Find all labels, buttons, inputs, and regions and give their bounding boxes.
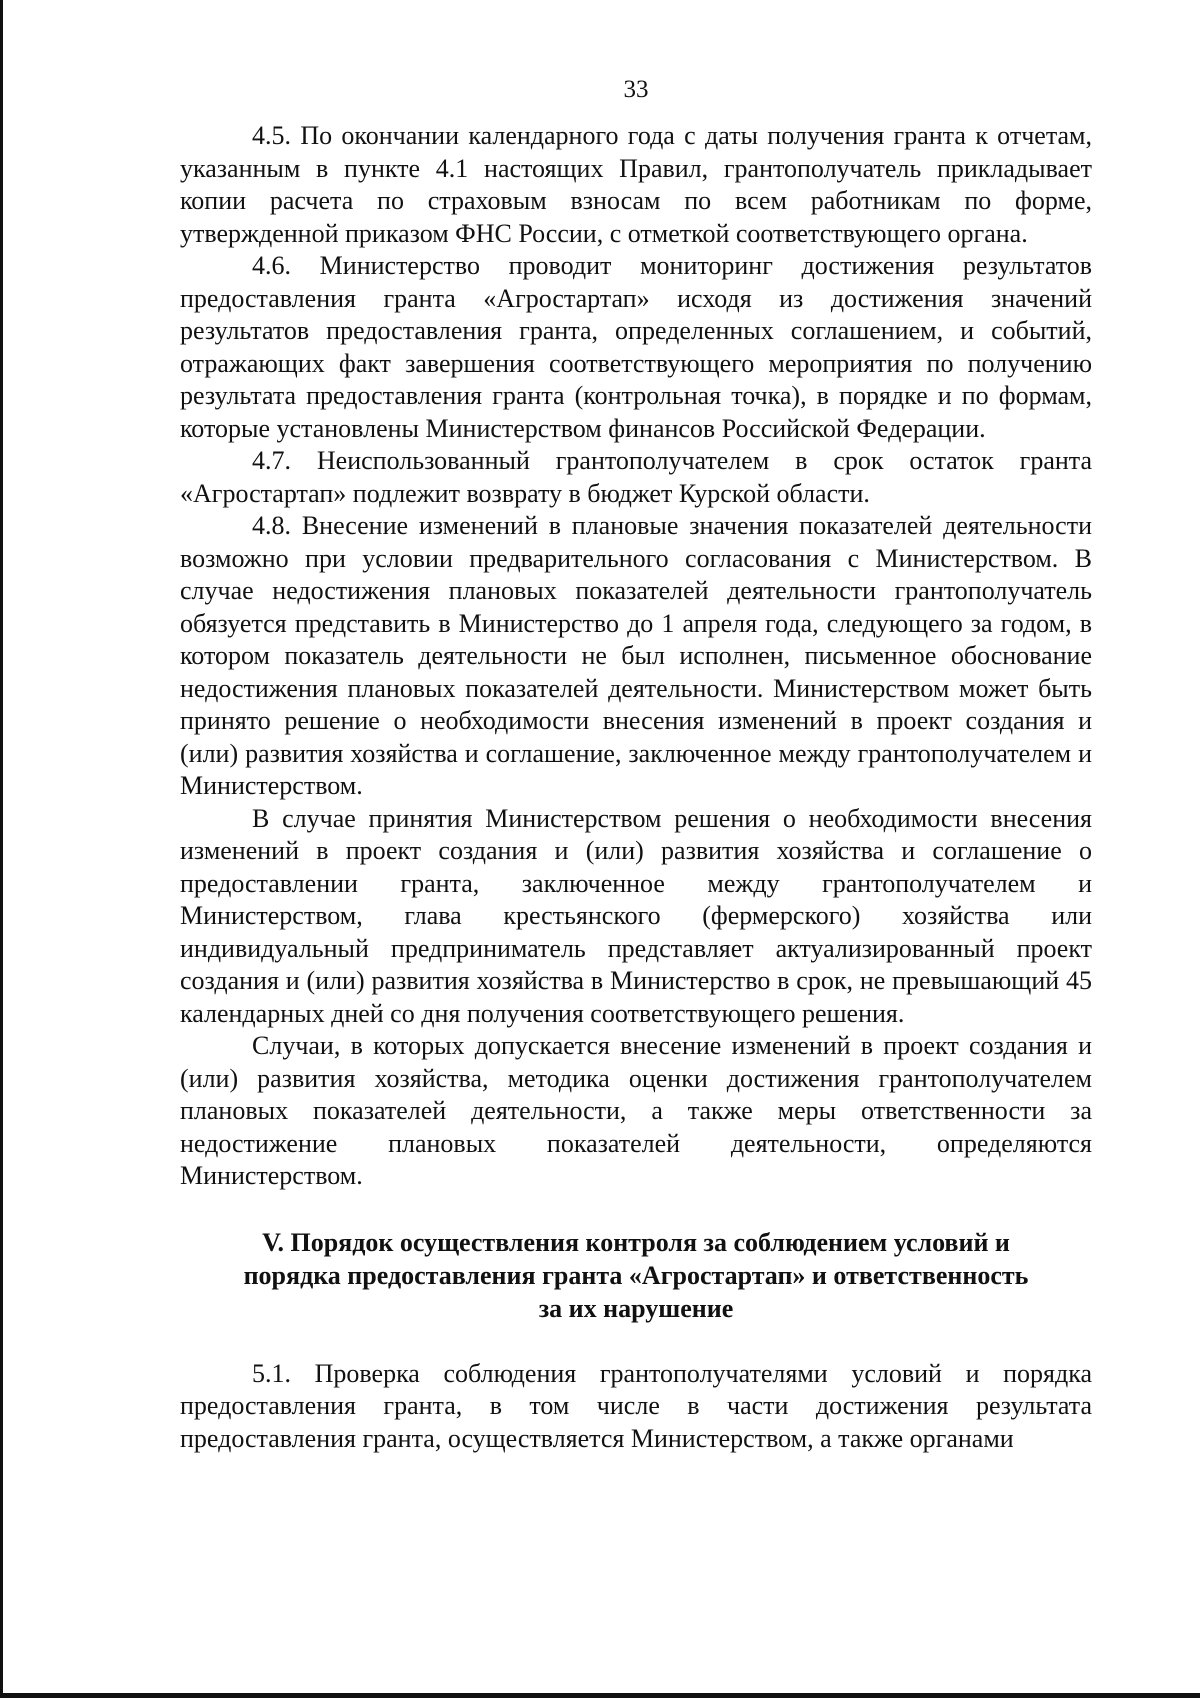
document-body bbox=[180, 120, 1092, 1455]
section-heading-line: V. Порядок осуществления контроля за соблюдением условий и bbox=[262, 1227, 1010, 1257]
scan-edge-bottom bbox=[0, 1693, 1200, 1698]
section-v-heading bbox=[180, 1226, 1092, 1325]
section-heading-line: порядка предоставления гранта «Агростартап» и ответственность bbox=[243, 1260, 1029, 1290]
paragraph-4-6: 4.6. Министерство проводит мониторинг достижения результатов предоставления гранта «Агростартап» исходя из достижения значений результатов предоставления гранта, определенных соглашением, и событий, отражающих факт завершения соответствующего мероприятия по получению результата предоставления гранта (контрольная точка), в порядке и по формам, которые установлены Министерством финансов Российской Федерации. bbox=[180, 251, 1092, 443]
section-heading-line: за их нарушение bbox=[538, 1293, 734, 1323]
scan-edge-left bbox=[0, 0, 3, 1698]
paragraph-4-7: 4.7. Неиспользованный грантополучателем в срок остаток гранта «Агростартап» подлежит возврату в бюджет Курской области. bbox=[180, 446, 1092, 508]
paragraph-4-8: 4.8. Внесение изменений в плановые значения показателей деятельности возможно при условии предварительного согласования с Министерством. В случае недостижения плановых показателей деятельности грантополучатель обязуется представить в Министерство до 1 апреля года, следующего за годом, в котором показатель деятельности не был исполнен, письменное обоснование недостижения плановых показателей деятельности. Министерством может быть принято решение о необходимости внесения изменений в проект создания и (или) развития хозяйства и соглашение, заключенное между грантополучателем и Министерством. bbox=[180, 511, 1092, 800]
paragraph-4-8-continued: В случае принятия Министерством решения о необходимости внесения изменений в проект создания и (или) развития хозяйства и соглашение о предоставлении гранта, заключенное между грантополучателем и Министерством, глава крестьянского (фермерского) хозяйства или индивидуальный предприниматель представляет актуализированный проект создания и (или) развития хозяйства в Министерство в срок, не превышающий 45 календарных дней со дня получения соответствующего решения. bbox=[180, 803, 1092, 1028]
paragraph-4-5: 4.5. По окончании календарного года с даты получения гранта к отчетам, указанным в пункте 4.1 настоящих Правил, грантополучатель прикладывает копии расчета по страховым взносам по всем работникам по форме, утвержденной приказом ФНС России, с отметкой соответствующего органа. bbox=[180, 121, 1092, 248]
paragraph-4-8-cases: Случаи, в которых допускается внесение изменений в проект создания и (или) развития хозяйства, методика оценки достижения грантополучателем плановых показателей деятельности, а также меры ответственности за недостижение плановых показателей деятельности, определяются Министерством. bbox=[180, 1031, 1092, 1190]
page-number: 33 bbox=[623, 76, 649, 103]
paragraph-5-1: 5.1. Проверка соблюдения грантополучателями условий и порядка предоставления гранта, в том числе в части достижения результата предоставления гранта, осуществляется Министерством, а также органами bbox=[180, 1358, 1092, 1453]
